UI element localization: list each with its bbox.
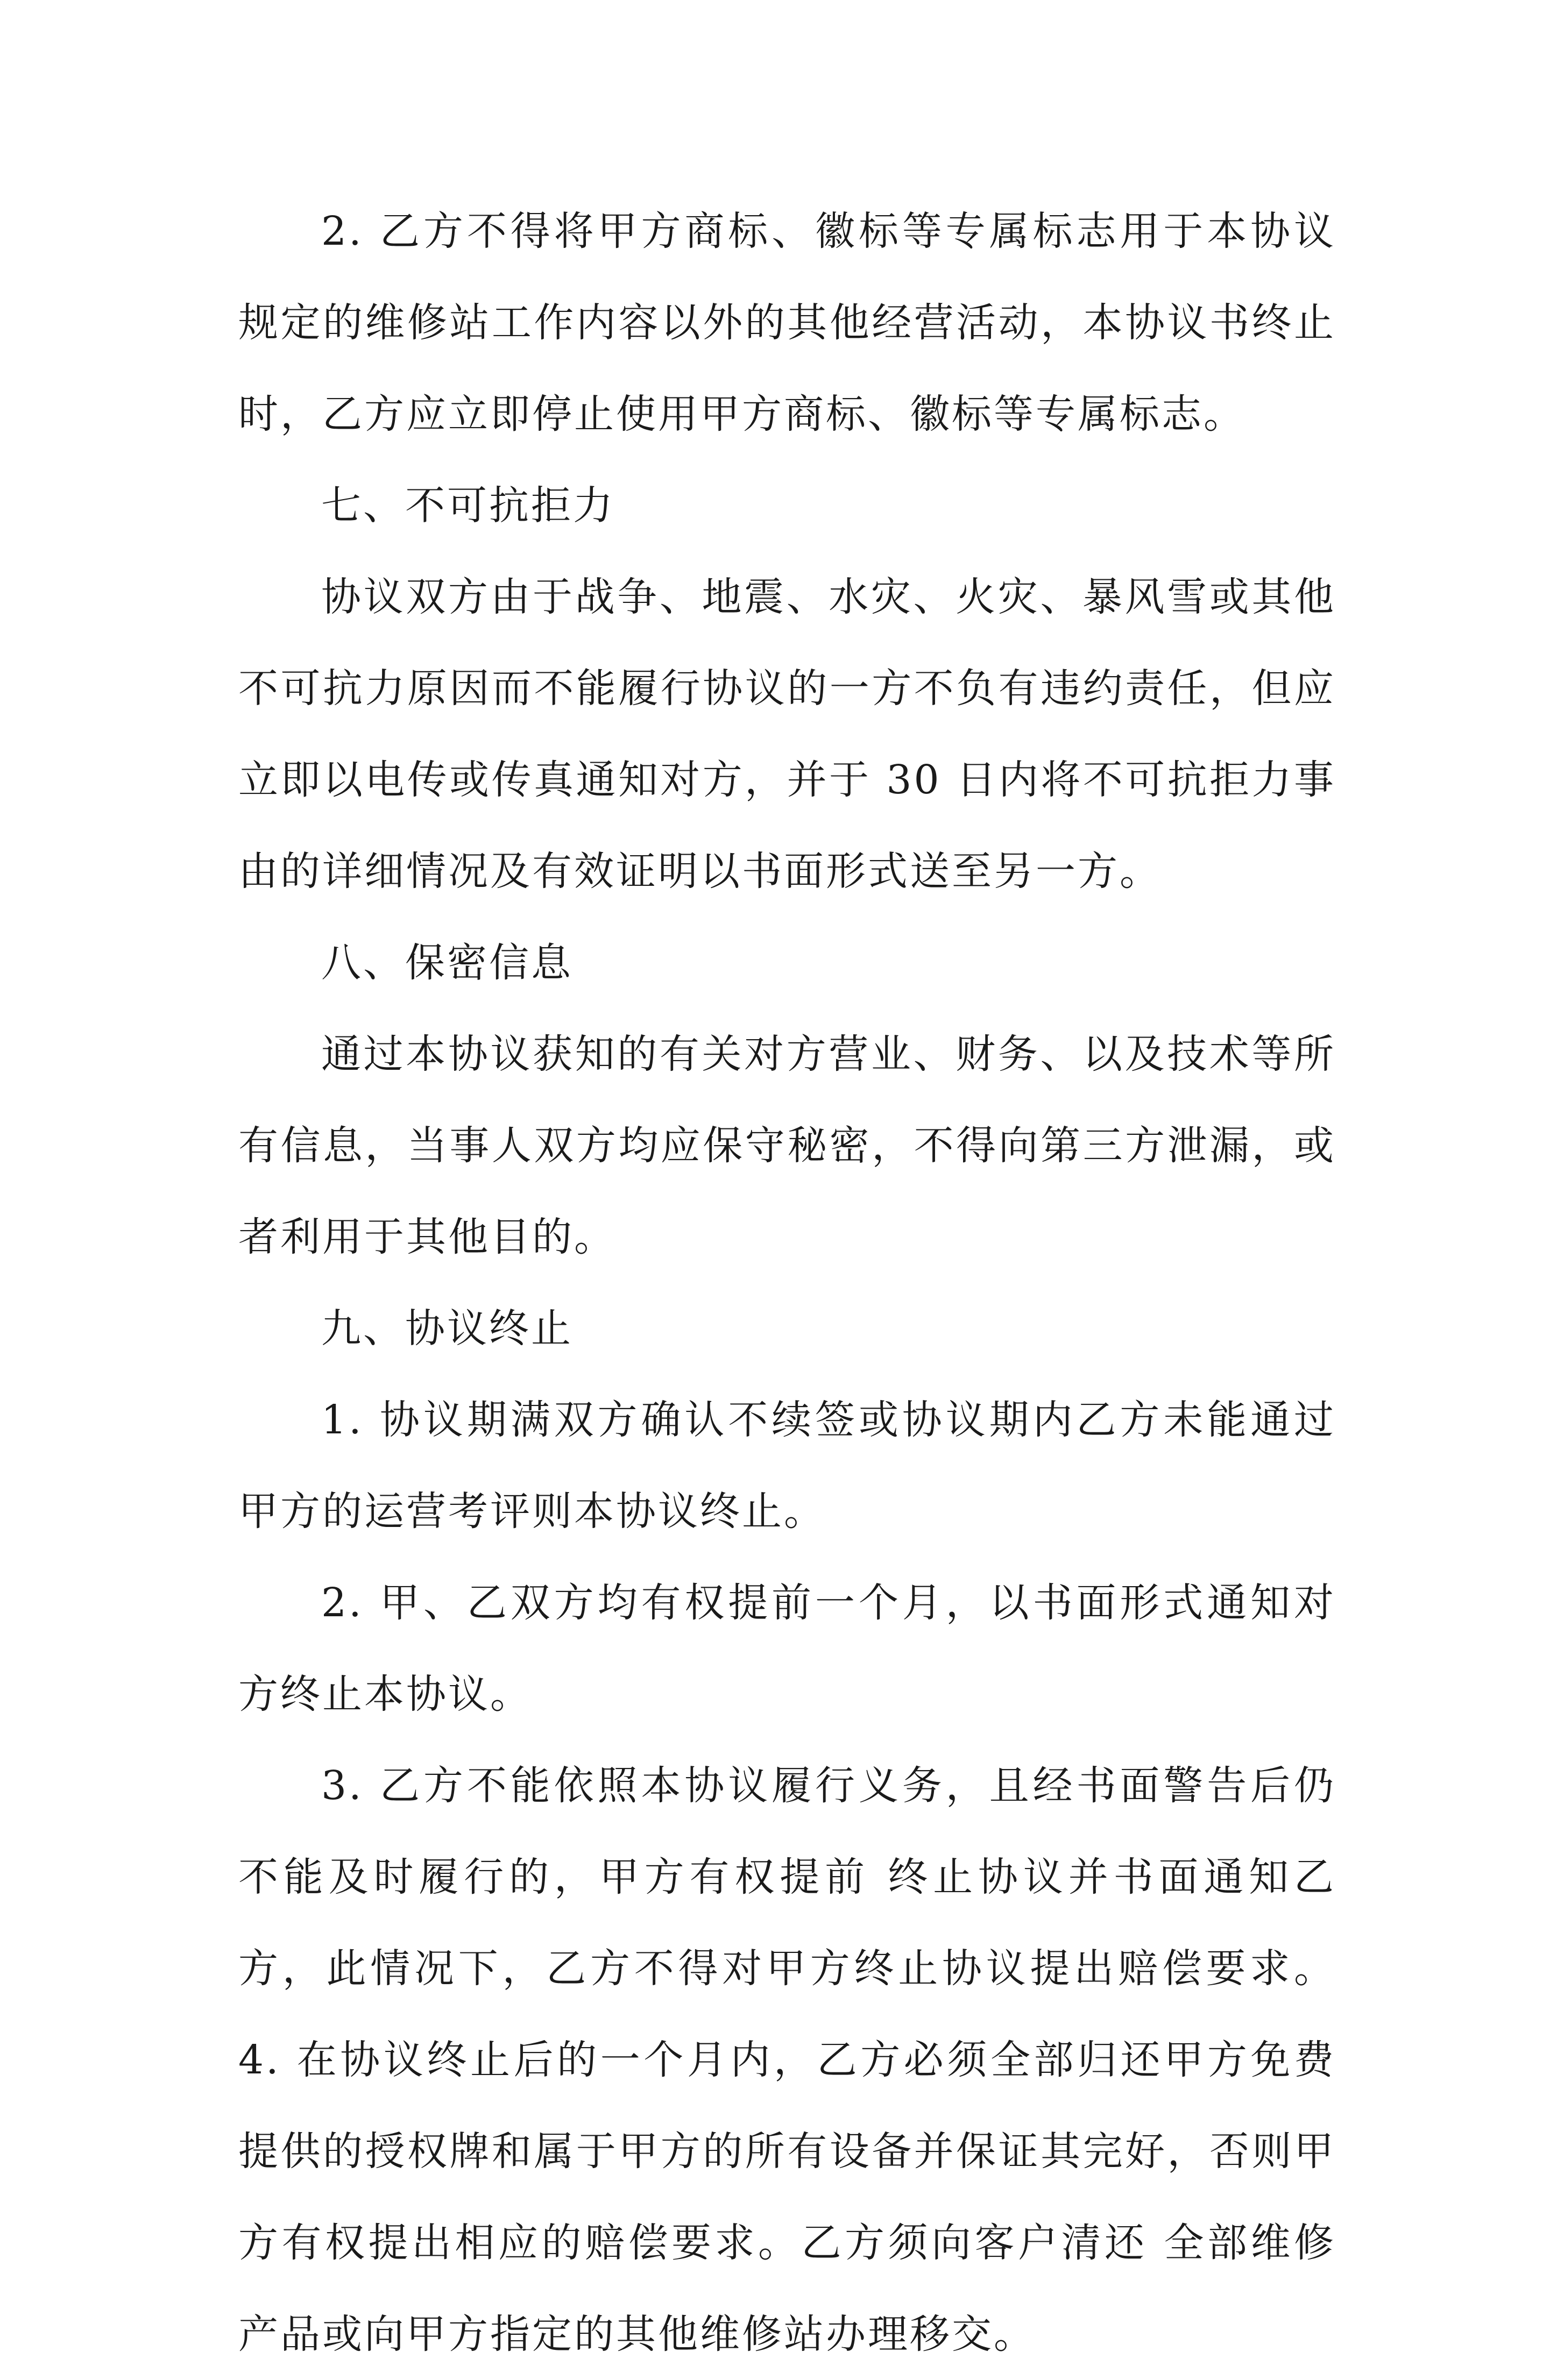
paragraph-trademark-clause: 2. 乙方不得将甲方商标、徽标等专属标志用于本协议规定的维修站工作内容以外的其他经营活动，本协议书终止时，乙方应立即停止使用甲方商标、徽标等专属标志。 [238, 208, 1336, 437]
document-body [238, 186, 1336, 2380]
paragraph-termination-2: 2. 甲、乙双方均有权提前一个月，以书面形式通知对方终止本协议。 [238, 1580, 1336, 1717]
paragraph-termination-3-4: 3. 乙方不能依照本协议履行义务，且经书面警告后仍不能及时履行的，甲方有权提前 终止协议并书面通知乙方，此情况下，乙方不得对甲方终止协议提出赔偿要求。 4. 在协议终止后的一个月内，乙方必须全部归还甲方免费提供的授权牌和属于甲方的所有设备并保证其完好，否则甲方有权提出相应的赔偿要求。乙方须向客户清还 全部维修产品或向甲方指定的其他维修站办理移交。 [238, 1763, 1336, 2357]
section-heading-force-majeure: 七、不可抗拒力 [321, 482, 615, 529]
paragraph-force-majeure: 协议双方由于战争、地震、水灾、火灾、暴风雪或其他不可抗力原因而不能履行协议的一方不负有违约责任，但应立即以电传或传真通知对方，并于 30 日内将不可抗拒力事由的详细情况及有效证明以书面形式送至另一方。 [238, 574, 1336, 894]
section-heading-confidentiality: 八、保密信息 [321, 940, 573, 986]
paragraph-confidentiality: 通过本协议获知的有关对方营业、财务、以及技术等所有信息，当事人双方均应保守秘密，不得向第三方泄漏，或者利用于其他目的。 [238, 1031, 1336, 1260]
paragraph-termination-1: 1. 协议期满双方确认不续签或协议期内乙方未能通过甲方的运营考评则本协议终止。 [238, 1397, 1336, 1534]
section-heading-termination: 九、协议终止 [321, 1305, 573, 1352]
